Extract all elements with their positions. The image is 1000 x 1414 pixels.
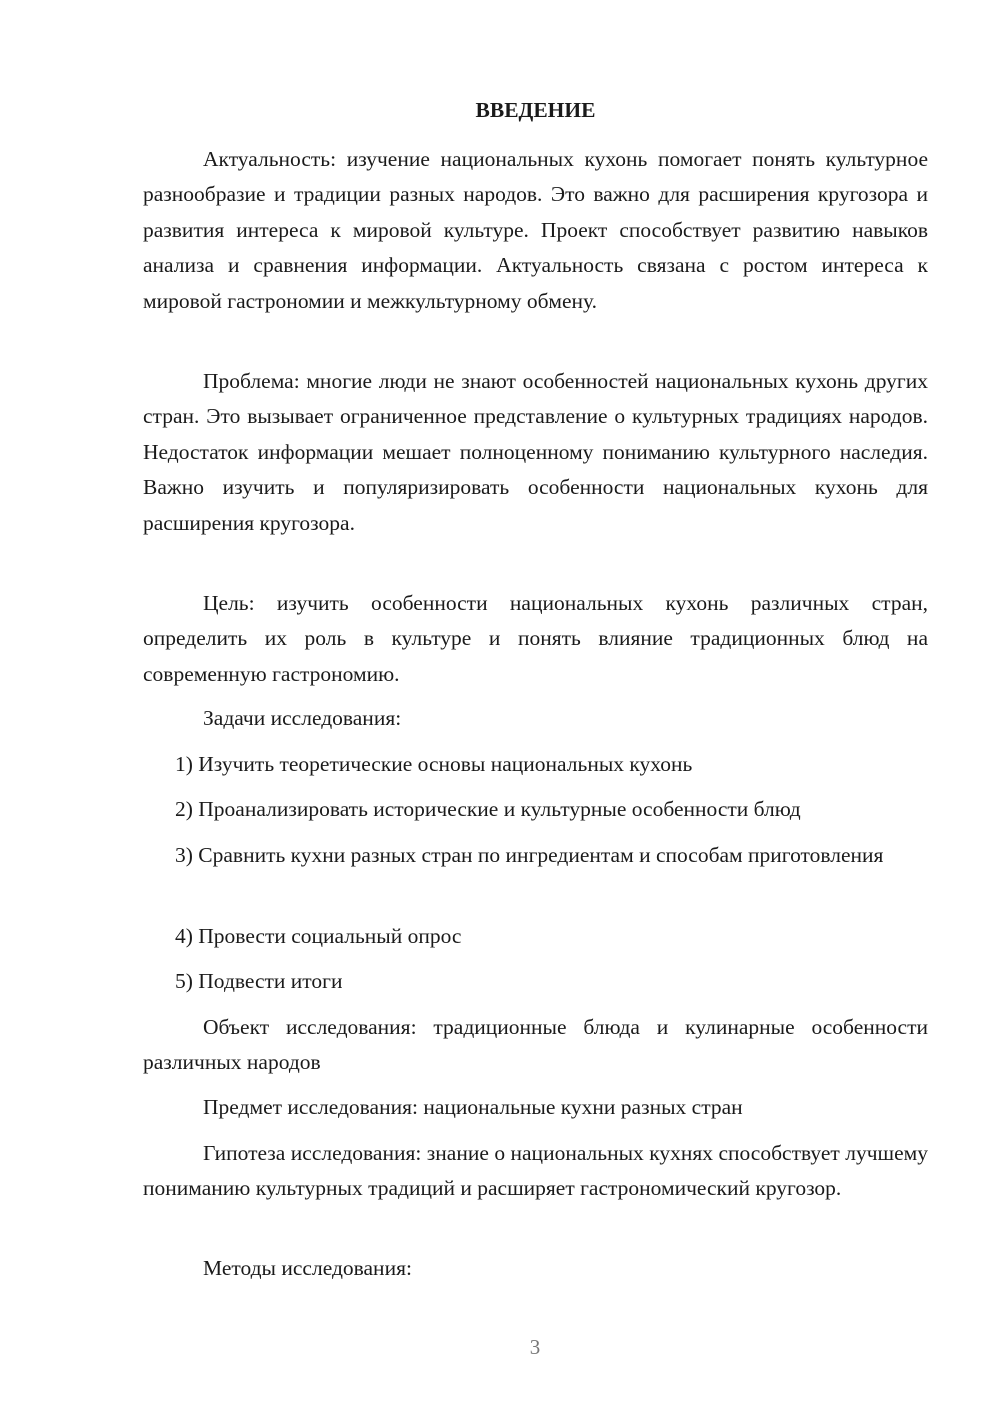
- object-paragraph: Объект исследования: традиционные блюда и кулинарные особенности различных народов: [143, 1015, 928, 1075]
- task-item: 1) Изучить теоретические основы национальных кухонь: [175, 752, 693, 776]
- hypothesis-paragraph: Гипотеза исследования: знание о национальных кухнях способствует лучшему пониманию культурных традиций и расширяет гастрономический кругозор.: [143, 1141, 928, 1201]
- page-number: 3: [529, 1335, 541, 1359]
- task-item: 4) Провести социальный опрос: [175, 924, 462, 948]
- task-item: 2) Проанализировать исторические и культурные особенности блюд: [175, 797, 801, 821]
- goal-paragraph: Цель: изучить особенности национальных кухонь различных стран, определить их роль в культуре и понять влияние традиционных блюд на современную гастрономию.: [143, 591, 928, 686]
- relevance-paragraph: Актуальность: изучение национальных кухонь помогает понять культурное разнообразие и традиции разных народов. Это важно для расширения кругозора и развития интереса к мировой культуре. Проект способствует развитию навыков анализа и сравнения информации. Актуальность связана с ростом интереса к мировой гастрономии и межкультурному обмену.: [143, 147, 928, 313]
- task-item: 5) Подвести итоги: [175, 969, 343, 993]
- methods-heading: Методы исследования:: [203, 1256, 412, 1280]
- section-title: ВВЕДЕНИЕ: [475, 98, 596, 122]
- tasks-heading: Задачи исследования:: [203, 706, 402, 730]
- problem-paragraph: Проблема: многие люди не знают особенностей национальных кухонь других стран. Это вызывает ограниченное представление о культурных традициях народов. Недостаток информации мешает полноценному пониманию культурного наследия. Важно изучить и популяризировать особенности национальных кухонь для расширения кругозора.: [143, 369, 928, 535]
- subject-paragraph: Предмет исследования: национальные кухни разных стран: [203, 1095, 743, 1119]
- task-item: 3) Сравнить кухни разных стран по ингредиентам и способам приготовления: [175, 843, 884, 867]
